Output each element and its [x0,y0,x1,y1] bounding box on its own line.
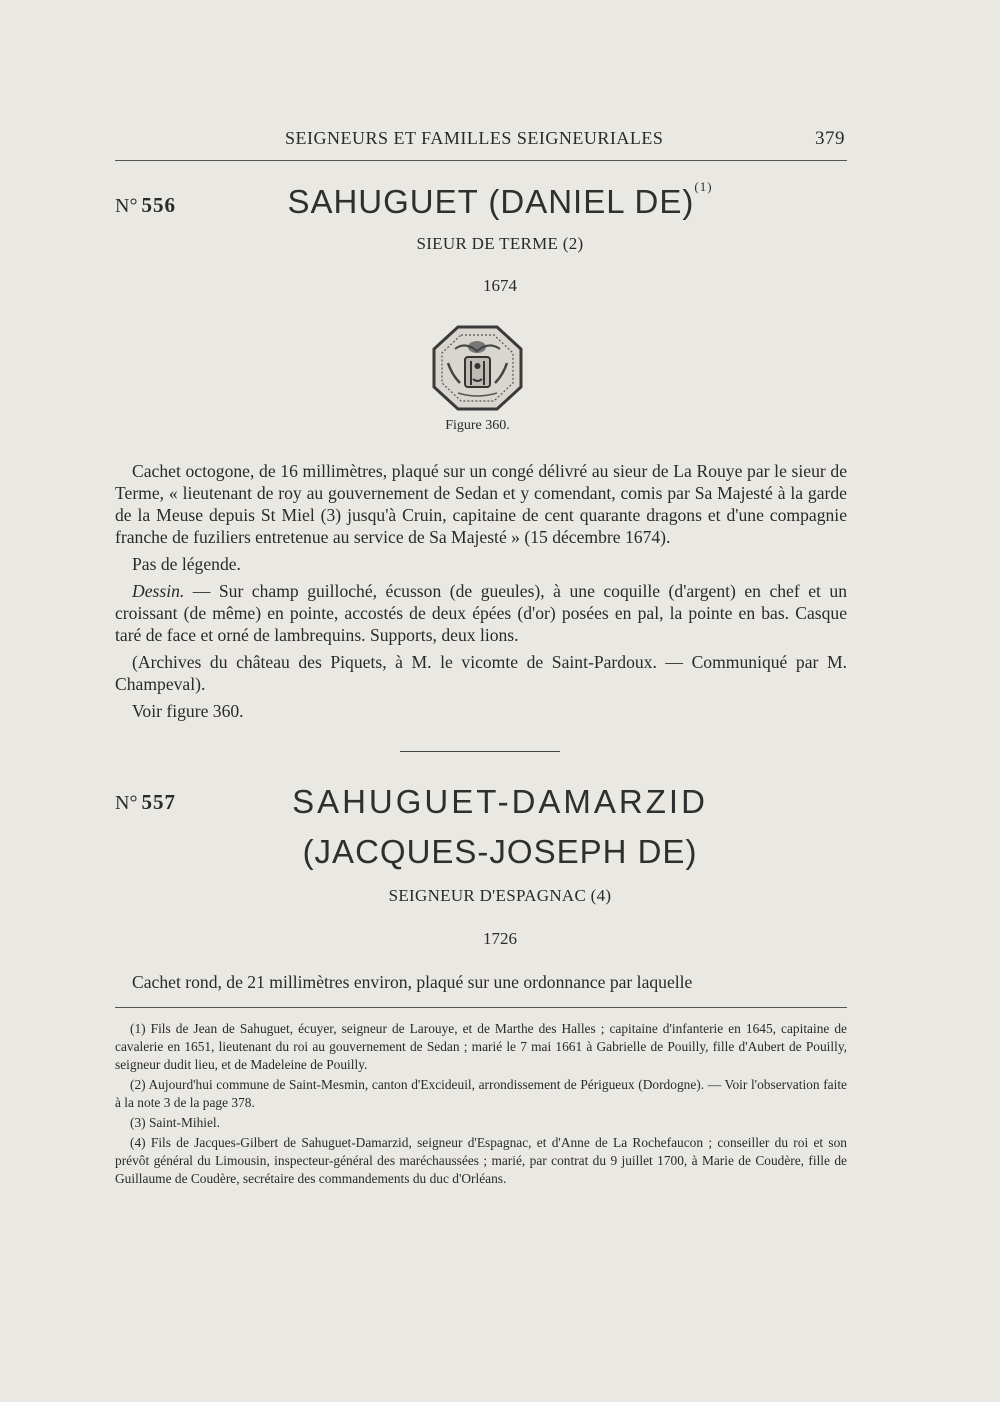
entry-title-556 [0,179,1000,221]
title-footnote-ref: (1) [694,179,713,194]
footnote-1: (1) Fils de Jean de Sahuguet, écuyer, seigneur de Larouye, et de Marthe des Halles ; capitaine d'infanterie en 1645, capitaine de cavalerie en 1651, lieutenant du roi au gouvernement de Sedan ; marié le 7 mai 1661 à Gabrielle de Pouilly, fille d'Aubert de Pouilly, seigneur dudit lieu, et de Madeleine de Pouilly. [115,1021,847,1072]
entry-label: N° [115,792,138,814]
entry-body-557 [115,971,847,998]
footnote-rule [115,1007,847,1008]
page-number: 379 [815,128,845,149]
paragraph-archives: (Archives du château des Piquets, à M. le vicomte de Saint-Pardoux. — Communiqué par M. Champeval). [115,652,847,694]
paragraph-dessin [115,580,847,646]
entry-number: 556 [141,193,176,217]
section-separator [400,751,560,752]
footnote-4: (4) Fils de Jacques-Gilbert de Sahuguet-Damarzid, seigneur d'Espagnac, et d'Anne de La Rochefaucon ; conseiller du roi et son prévôt général du Limousin, inspecteur-général des maréchaussées ; marié, par contrat du 9 juillet 1700, à Marie de Coudère, fille de Guillaume de Coudère, secrétaire des commandements du duc d'Orléans. [115,1135,847,1186]
figure-caption: Figure 360. [445,418,510,433]
footnotes [115,1020,847,1190]
entry-year-557: 1726 [483,929,517,948]
dessin-text: — Sur champ guilloché, écusson (de gueules), à une coquille (d'argent) en chef et un croissant (de même) en pointe, accostés de deux épées (d'or) posées en pal, la pointe en bas. Casque taré de face et orné de lambrequins. Supports, deux lions. [115,581,847,645]
paragraph-voir: Voir figure 360. [132,701,244,721]
entry-label: N° [115,195,138,217]
octagonal-seal-image [430,323,525,413]
entry-title-557-line1: SAHUGUET-DAMARZID [292,783,708,820]
dessin-label: Dessin. [132,581,185,601]
entry-year-556: 1674 [483,276,517,295]
footnote-2: (2) Aujourd'hui commune de Saint-Mesmin, canton d'Excideuil, arrondissement de Périgueux (Dordogne). — Voir l'observation faite à la note 3 de la page 378. [115,1077,847,1110]
entry-title-557-line2: (JACQUES-JOSEPH DE) [302,833,698,870]
paragraph-legend: Pas de légende. [132,554,241,574]
paragraph-description: Cachet octogone, de 16 millimètres, plaqué sur un congé délivré au sieur de La Rouye par le sieur de Terme, « lieutenant de roy au gouvernement de Sedan et y comendant, comis par Sa Majesté à la garde de la Meuse depuis St Miel (3) jusqu'à Cruin, capitaine de cent quarante dragons et d'une compagnie franche de fuziliers entretenue au service de Sa Majesté » (15 décembre 1674). [115,461,847,547]
running-title: SEIGNEURS ET FAMILLES SEIGNEURIALES [285,128,664,148]
footnote-3: (3) Saint-Mihiel. [130,1115,221,1130]
entry-subtitle-557: SEIGNEUR D'ESPAGNAC (4) [388,886,612,905]
entry-body-556 [115,460,847,727]
paragraph-description: Cachet rond, de 21 millimètres environ, plaqué sur une ordonnance par laquelle [132,972,693,992]
header-rule [115,160,847,161]
entry-subtitle-556: SIEUR DE TERME (2) [416,234,584,253]
entry-title-text: SAHUGUET (DANIEL DE) [287,183,695,220]
entry-number: 557 [141,790,176,814]
